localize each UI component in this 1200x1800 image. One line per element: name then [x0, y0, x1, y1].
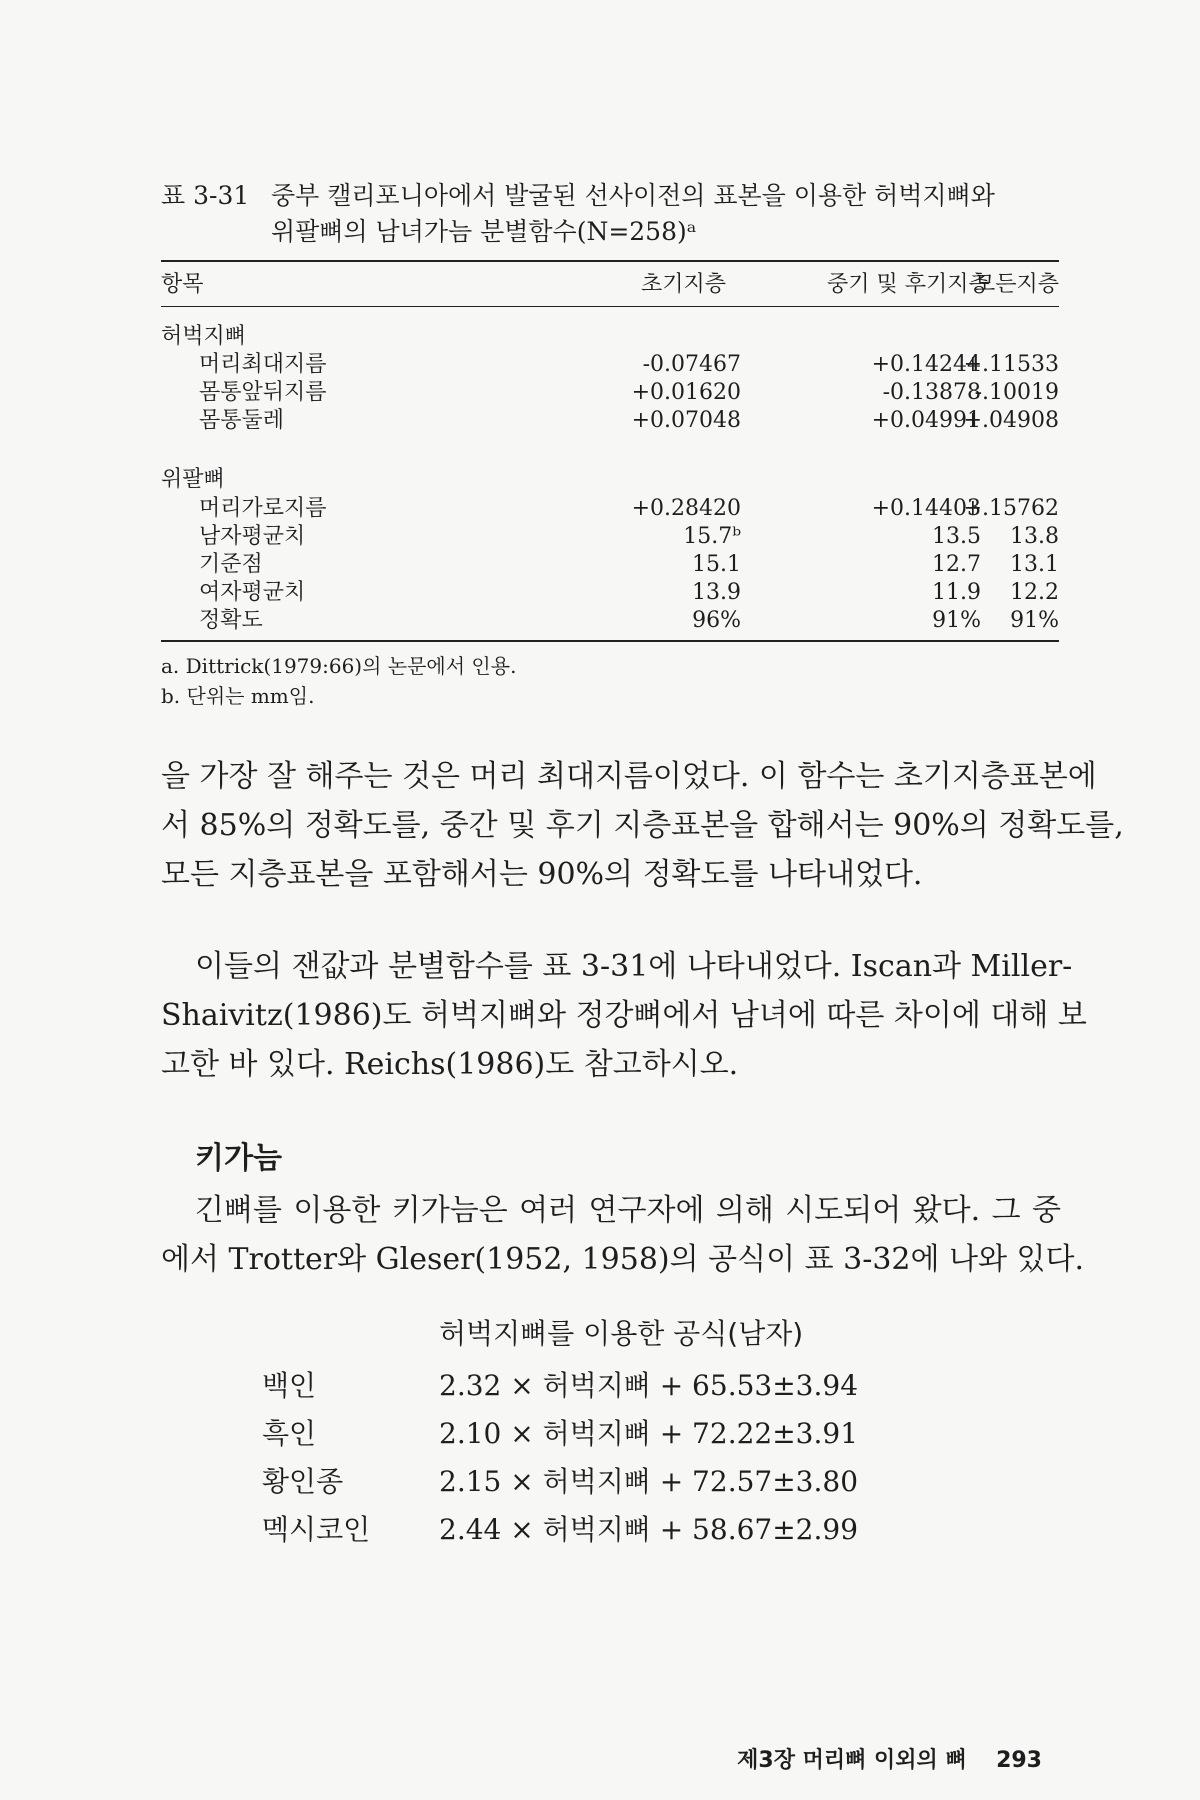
cell-mid-late: -0.13878: [882, 380, 981, 405]
formula-text: 2.44 × 허벅지뼈 + 58.67±2.99: [439, 1513, 859, 1546]
cell-mid-late: +0.04991: [871, 408, 981, 433]
formula-text: 2.32 × 허벅지뼈 + 65.53±3.94: [439, 1369, 859, 1402]
text-line: 고한 바 있다. Reichs(1986)도 참고하시오.: [161, 1047, 739, 1082]
table-bottom-rule: [161, 640, 1059, 642]
text-line: 을 가장 잘 해주는 것은 머리 최대지름이었다. 이 함수는 초기지층표본에: [161, 759, 1097, 794]
table-row: [161, 350, 1059, 380]
paragraph: [161, 942, 1087, 1089]
paragraph: [161, 1186, 1085, 1284]
formula-row: [262, 1365, 1042, 1407]
formula-text: 2.10 × 허벅지뼈 + 72.22±3.91: [439, 1417, 859, 1450]
text-line: 에서 Trotter와 Gleser(1952, 1958)의 공식이 표 3-32에 나와 있다.: [161, 1242, 1085, 1277]
section-heading: 키가늠: [195, 1141, 282, 1176]
table-caption: [161, 178, 1061, 250]
formula-title: 허벅지뼈를 이용한 공식(남자): [439, 1317, 804, 1350]
formula-row: [262, 1509, 1042, 1551]
cell-all: 12.2: [1010, 580, 1059, 605]
table-row: [161, 522, 1059, 552]
cell-early: +0.01620: [631, 380, 741, 405]
header-item: 항목: [161, 272, 204, 297]
cell-early: -0.07467: [642, 352, 741, 377]
row-label: 머리가로지름: [199, 496, 327, 521]
formula-group: 황인종: [262, 1465, 344, 1498]
table-row: [161, 606, 1059, 636]
text-line: Shaivitz(1986)도 허벅지뼈와 정강뼈에서 남녀에 따른 차이에 대해 보: [161, 998, 1087, 1033]
header-mid-late: 중기 및 후기지층: [827, 272, 990, 297]
cell-all: -.10019: [974, 380, 1059, 405]
row-label: 남자평균치: [199, 524, 306, 549]
paragraph: [161, 752, 1124, 899]
group-name: 허벅지뼈: [161, 324, 247, 349]
text-line: 서 85%의 정확도를, 중간 및 후기 지층표본을 합해서는 90%의 정확도를,: [161, 808, 1124, 843]
cell-mid-late: 11.9: [932, 580, 981, 605]
header-all: 모든지층: [973, 272, 1059, 297]
table-row: [161, 378, 1059, 408]
cell-all: 13.1: [1010, 552, 1059, 577]
formula-group: 멕시코인: [262, 1513, 371, 1546]
formula-row: [262, 1461, 1042, 1503]
group-name: 위팔뼈: [161, 467, 225, 492]
text-line: 모든 지층표본을 포함해서는 90%의 정확도를 나타내었다.: [161, 857, 923, 892]
text-line: 긴뼈를 이용한 키가늠은 여러 연구자에 의해 시도되어 왔다. 그 중: [195, 1193, 1061, 1228]
cell-all: +.04908: [963, 408, 1059, 433]
table-header-row: [161, 270, 1059, 300]
cell-early: 13.9: [692, 580, 741, 605]
row-label: 머리최대지름: [199, 352, 327, 377]
cell-mid-late: 12.7: [932, 552, 981, 577]
footnote-b: b. 단위는 mm임.: [161, 684, 315, 708]
table-row: [161, 550, 1059, 580]
cell-mid-late: 13.5: [932, 524, 981, 549]
table-row: [161, 406, 1059, 436]
table-number: 표 3-31: [161, 181, 250, 210]
table-top-rule: [161, 260, 1059, 262]
footnote-a: a. Dittrick(1979:66)의 논문에서 인용.: [161, 654, 517, 678]
row-label: 여자평균치: [199, 580, 306, 605]
table-row: [161, 494, 1059, 524]
caption-line-1: 중부 캘리포니아에서 발굴된 선사이전의 표본을 이용한 허벅지뼈와: [271, 181, 995, 210]
row-label: 몸통둘레: [199, 408, 285, 433]
formula-row: [262, 1413, 1042, 1455]
running-footer: [737, 1743, 1042, 1774]
formula-group: 백인: [262, 1369, 317, 1402]
cell-all: 13.8: [1010, 524, 1059, 549]
table-group-title: [161, 465, 1059, 495]
row-label: 정확도: [199, 608, 263, 633]
cell-mid-late: +0.14244: [871, 352, 981, 377]
formula-group: 흑인: [262, 1417, 317, 1450]
cell-early: 96%: [692, 608, 741, 633]
cell-all: +.15762: [963, 496, 1059, 521]
formula-text: 2.15 × 허벅지뼈 + 72.57±3.80: [439, 1465, 859, 1498]
cell-all: 91%: [1010, 608, 1059, 633]
table-group-title: [161, 322, 1059, 352]
cell-early: +0.07048: [631, 408, 741, 433]
table-row: [161, 578, 1059, 608]
cell-all: +.11533: [963, 352, 1059, 377]
table-header-rule: [161, 306, 1059, 307]
cell-early: 15.7ᵇ: [683, 524, 741, 549]
header-early: 초기지층: [641, 272, 727, 297]
page-number: 293: [996, 1748, 1042, 1773]
row-label: 몸통앞뒤지름: [199, 380, 327, 405]
cell-mid-late: +0.14403: [871, 496, 981, 521]
cell-mid-late: 91%: [932, 608, 981, 633]
cell-early: 15.1: [692, 552, 741, 577]
row-label: 기준점: [199, 552, 263, 577]
cell-early: +0.28420: [631, 496, 741, 521]
caption-line-2: 위팔뼈의 남녀가늠 분별함수(N=258)ᵃ: [271, 217, 697, 246]
chapter-title: 제3장 머리뼈 이외의 뼈: [737, 1748, 967, 1773]
text-line: 이들의 잰값과 분별함수를 표 3-31에 나타내었다. Iscan과 Miller-: [195, 949, 1073, 984]
